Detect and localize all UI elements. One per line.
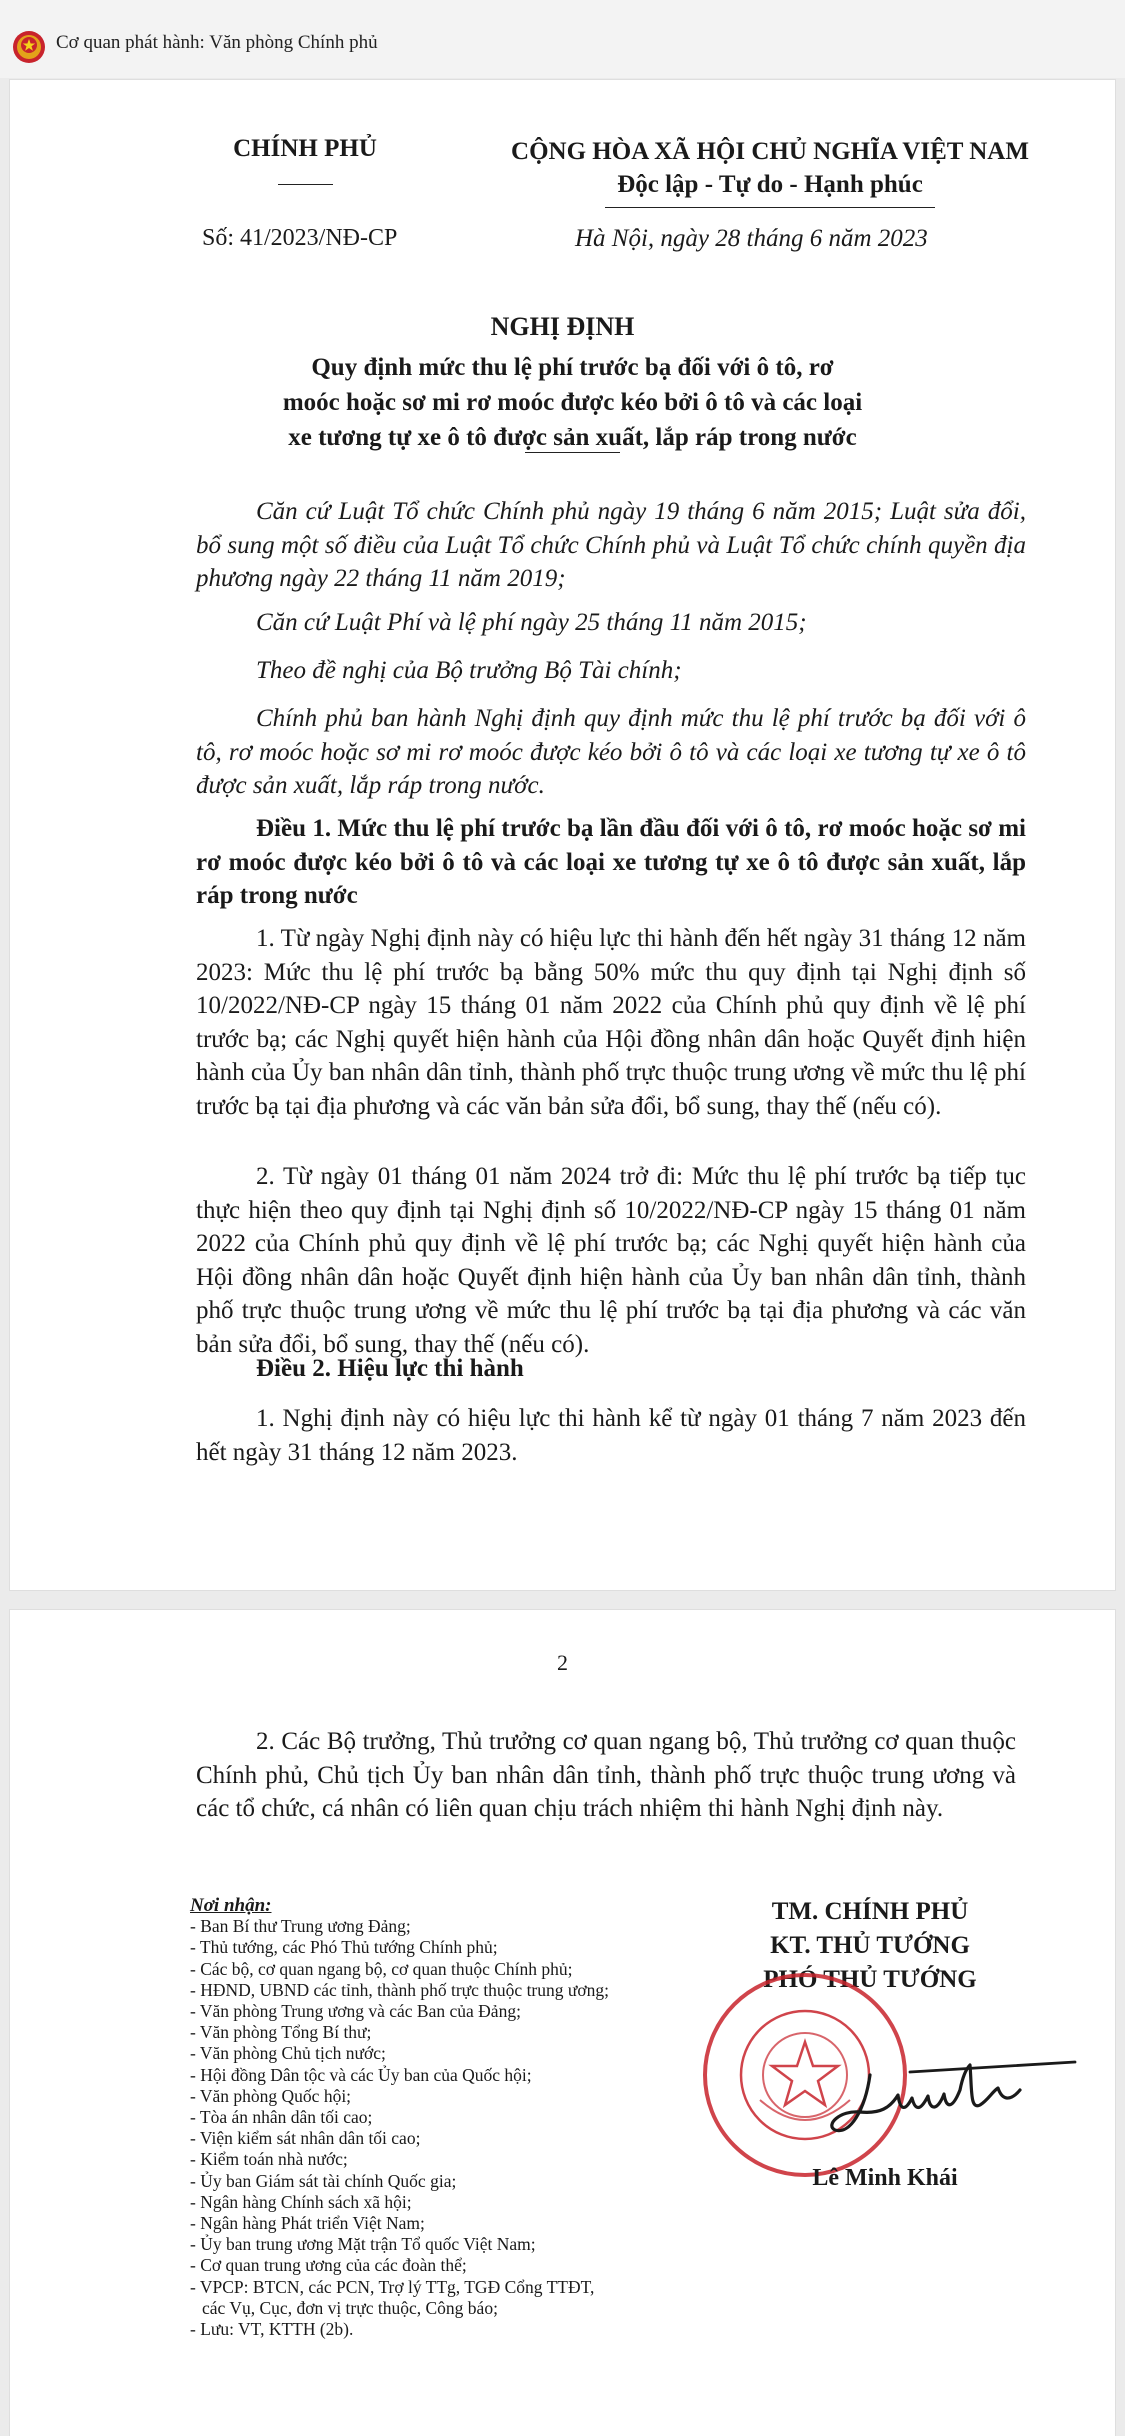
recipient-item: - Cơ quan trung ương của các đoàn thể;	[190, 2255, 467, 2276]
article-1-clause-2: 2. Từ ngày 01 tháng 01 năm 2024 trở đi: Mức thu lệ phí trước bạ tiếp tục thực hiện theo quy định tại Nghị định số 10/2022/NĐ-CP ngày 15 tháng 01 năm 2022 của Chính phủ quy định về lệ phí trước bạ; các Nghị quyết hiện hành của Hội đồng nhân dân hoặc Quyết định hiện hành của Ủy ban nhân dân tỉnh, thành phố trực thuộc trung ương về mức thu lệ phí trước bạ tại địa phương và các văn bản sửa đổi, bổ sung, thay thế (nếu có).	[196, 1163, 1026, 1358]
recipients-title: Nơi nhận:	[190, 1895, 272, 1916]
recipient-item: - Viện kiểm sát nhân dân tối cao;	[190, 2128, 421, 2149]
sign-line-2: KT. THỦ TƯỚNG	[770, 1932, 970, 1959]
article-2-clause-2: 2. Các Bộ trưởng, Thủ trưởng cơ quan ngang bộ, Thủ trưởng cơ quan thuộc Chính phủ, Chủ tịch Ủy ban nhân dân tỉnh, thành phố trực thuộc trung ương và các tổ chức, cá nhân có liên quan chịu trách nhiệm thi hành Nghị định này.	[196, 1728, 1016, 1822]
preamble-para: Căn cứ Luật Tổ chức Chính phủ ngày 19 tháng 6 năm 2015; Luật sửa đổi, bổ sung một số điều của Luật Tổ chức Chính phủ và Luật Tổ chức chính quyền địa phương ngày 22 tháng 11 năm 2019;	[196, 498, 1026, 592]
page-number: 2	[557, 1650, 568, 1675]
recipient-item: - Ngân hàng Chính sách xã hội;	[190, 2191, 412, 2212]
recipient-item: - Các bộ, cơ quan ngang bộ, cơ quan thuộc Chính phủ;	[190, 1958, 573, 1979]
document-page-2	[10, 1610, 1115, 2436]
recipient-item: - Ủy ban trung ương Mặt trận Tổ quốc Việt Nam;	[190, 2234, 536, 2255]
agency-name: CHÍNH PHỦ	[233, 135, 377, 162]
recipient-item: - Văn phòng Tổng Bí thư;	[190, 2022, 372, 2043]
recipient-item: - Tòa án nhân dân tối cao;	[190, 2107, 373, 2128]
document-type: NGHỊ ĐỊNH	[490, 312, 635, 341]
top-bar	[0, 0, 1125, 78]
recipient-item: - Hội đồng Dân tộc và các Ủy ban của Quốc hội;	[190, 2064, 532, 2085]
article-1-clause-1: 1. Từ ngày Nghị định này có hiệu lực thi hành đến hết ngày 31 tháng 12 năm 2023: Mức thu lệ phí trước bạ bằng 50% mức thu quy định tại Nghị định số 10/2022/NĐ-CP ngày 15 tháng 01 năm 2022 của Chính phủ quy định về lệ phí trước bạ; các Nghị quyết hiện hành của Hội đồng nhân dân hoặc Quyết định hiện hành của Ủy ban nhân dân tỉnh, thành phố trực thuộc trung ương về mức thu lệ phí trước bạ tại địa phương và các văn bản sửa đổi, bổ sung, thay thế (nếu có).	[196, 925, 1026, 1120]
issuer-text: Cơ quan phát hành: Văn phòng Chính phủ	[56, 32, 378, 53]
preamble-para: Theo đề nghị của Bộ trưởng Bộ Tài chính;	[256, 657, 682, 684]
recipients-list	[190, 1895, 710, 2340]
place-date: Hà Nội, ngày 28 tháng 6 năm 2023	[575, 225, 928, 252]
document-page-1	[10, 80, 1115, 1590]
motto: Độc lập - Tự do - Hạnh phúc	[617, 171, 923, 198]
signer-name: Lê Minh Khái	[812, 2165, 958, 2191]
motto-underline	[605, 207, 935, 208]
national-emblem-icon	[12, 30, 46, 64]
recipient-item: - Văn phòng Trung ương và các Ban của Đảng;	[190, 2001, 521, 2022]
recipient-item: các Vụ, Cục, đơn vị trực thuộc, Công báo;	[202, 2297, 498, 2318]
sign-line-3: PHÓ THỦ TƯỚNG	[763, 1966, 977, 1993]
nation-name: CỘNG HÒA XÃ HỘI CHỦ NGHĨA VIỆT NAM	[511, 138, 1029, 165]
recipient-item: - Ngân hàng Phát triển Việt Nam;	[190, 2213, 425, 2234]
title-underline	[525, 452, 620, 453]
article-2-title: Điều 2. Hiệu lực thi hành	[256, 1355, 524, 1382]
handwritten-signature-icon	[820, 2050, 1080, 2150]
document-subtitle: Quy định mức thu lệ phí trước bạ đối với ô tô, rơ moóc hoặc sơ mi rơ moóc được kéo bởi ô tô và các loại xe tương tự xe ô tô được sản xuất, lắp ráp trong nước	[282, 354, 863, 451]
preamble-para: Chính phủ ban hành Nghị định quy định mức thu lệ phí trước bạ đối với ô tô, rơ moóc hoặc sơ mi rơ moóc được kéo bởi ô tô và các loại xe tương tự xe ô tô được sản xuất, lắp ráp trong nước.	[196, 705, 1026, 799]
recipient-item: - Thủ tướng, các Phó Thủ tướng Chính phủ;	[190, 1937, 498, 1958]
recipient-item: - HĐND, UBND các tỉnh, thành phố trực thuộc trung ương;	[190, 1979, 609, 2000]
header-right	[470, 135, 1070, 201]
recipient-item: - Văn phòng Chủ tịch nước;	[190, 2043, 386, 2064]
recipient-item: - Lưu: VT, KTTH (2b).	[190, 2319, 354, 2340]
preamble-para: Căn cứ Luật Phí và lệ phí ngày 25 tháng 11 năm 2015;	[256, 609, 807, 636]
sign-line-1: TM. CHÍNH PHỦ	[771, 1898, 969, 1925]
document-number: Số: 41/2023/NĐ-CP	[202, 225, 398, 251]
agency-underline	[278, 184, 333, 185]
recipient-item: - Kiểm toán nhà nước;	[190, 2149, 348, 2170]
article-2-clause-1: 1. Nghị định này có hiệu lực thi hành kể từ ngày 01 tháng 7 năm 2023 đến hết ngày 31 tháng 12 năm 2023.	[196, 1405, 1026, 1466]
recipient-item: - Ban Bí thư Trung ương Đảng;	[190, 1916, 411, 1937]
recipient-item: - Văn phòng Quốc hội;	[190, 2085, 352, 2106]
article-1-title: Điều 1. Mức thu lệ phí trước bạ lần đầu đối với ô tô, rơ moóc hoặc sơ mi rơ moóc được kéo bởi ô tô và các loại xe tương tự xe ô tô được sản xuất, lắp ráp trong nước	[196, 815, 1026, 909]
recipient-item: - VPCP: BTCN, các PCN, Trợ lý TTg, TGĐ Cổng TTĐT,	[190, 2276, 595, 2297]
recipient-item: - Ủy ban Giám sát tài chính Quốc gia;	[190, 2170, 457, 2191]
